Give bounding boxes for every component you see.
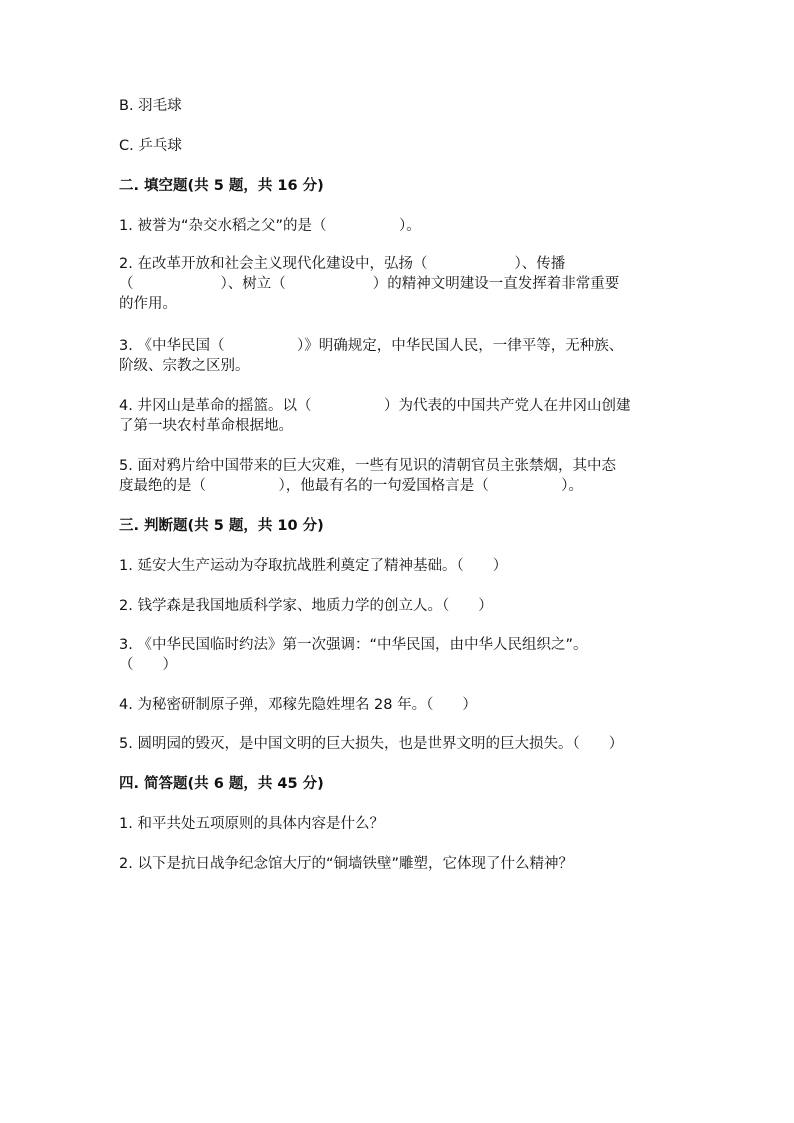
fill-question-4-line-1: 4. 井冈山是革命的摇篮。以（ ）为代表的中国共产党人在井冈山创建 [119,398,631,414]
fill-question-2-line-3: 的作用。 [119,296,177,312]
fill-question-3 [119,336,623,376]
fill-question-3-line-1: 3. 《中华民国（ ）》明确规定，中华民国人民，一律平等，无种族、 [119,338,624,354]
short-question-2: 2. 以下是抗日战争纪念馆大厅的“铜墙铁壁”雕塑，它体现了什么精神？ [119,856,573,872]
judge-question-4: 4. 为秘密研制原子弹，邓稼先隐姓埋名 28 年。（ ） [119,697,477,713]
section-heading-judge: 三. 判断题(共 5 题，共 10 分) [119,518,324,534]
short-question-1: 1. 和平共处五项原则的具体内容是什么？ [119,816,384,832]
option-b: B. 羽毛球 [119,98,182,114]
fill-question-2-line-1: 2. 在改革开放和社会主义现代化建设中，弘扬（ ）、传播 [119,256,566,272]
fill-question-4 [119,396,630,436]
judge-question-3-line-1: 3. 《中华民国临时约法》第一次强调：“中华民国，由中华人民组织之”。 [119,637,588,653]
fill-question-2 [119,254,619,314]
section-heading-fill: 二. 填空题(共 5 题，共 16 分) [119,178,324,194]
fill-question-5 [119,456,616,496]
fill-question-5-line-1: 5. 面对鸦片给中国带来的巨大灾难，一些有见识的清朝官员主张禁烟，其中态 [119,458,616,474]
section-heading-short: 四. 简答题(共 6 题，共 45 分) [119,776,324,792]
fill-question-2-line-2: （ ）、树立（ ）的精神文明建设一直发挥着非常重要 [119,276,620,292]
judge-question-2: 2. 钱学森是我国地质科学家、地质力学的创立人。（ ） [119,598,493,614]
option-c: C. 乒乓球 [119,138,182,154]
fill-question-5-line-2: 度最绝的是（ ），他最有名的一句爱国格言是（ ）。 [119,478,583,494]
fill-question-1: 1. 被誉为“杂交水稻之父”的是（ ）。 [119,218,421,234]
fill-question-3-line-2: 阶级、宗教之区别。 [119,358,250,374]
judge-question-3 [119,635,587,675]
judge-question-5: 5. 圆明园的毁灭，是中国文明的巨大损失，也是世界文明的巨大损失。（ ） [119,736,624,752]
judge-question-1: 1. 延安大生产运动为夺取抗战胜利奠定了精神基础。（ ） [119,558,508,574]
fill-question-4-line-2: 了第一块农村革命根据地。 [119,418,293,434]
judge-question-3-line-2: （ ） [119,657,177,673]
